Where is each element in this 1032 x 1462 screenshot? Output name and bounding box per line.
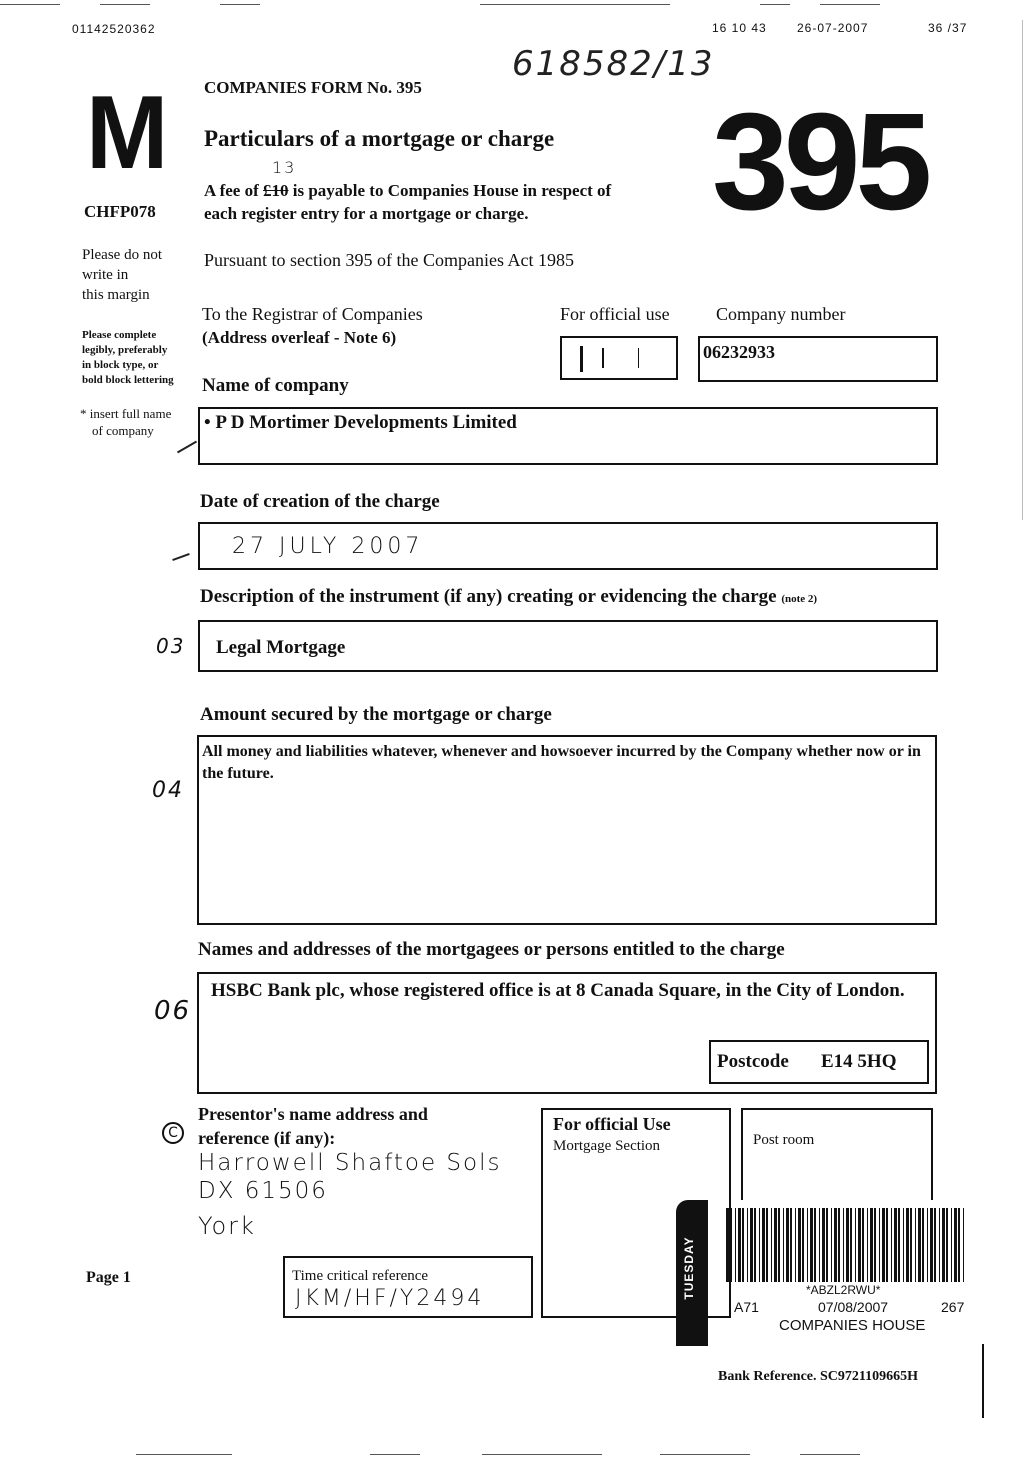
stamp-office: COMPANIES HOUSE	[779, 1317, 926, 1334]
bank-reference: Bank Reference. SC9721109665H	[718, 1369, 919, 1384]
presentor-line-1: Harrowell Shaftoe Sols	[198, 1150, 502, 1176]
fax-time: 16 10 43	[712, 21, 767, 35]
fee-suffix: is payable to Companies House in respect of	[292, 181, 612, 200]
postcode-value: E14 5HQ	[821, 1051, 897, 1072]
barcode-bar	[927, 1208, 928, 1282]
amount-margin-mark: 04	[152, 778, 184, 803]
company-name-value	[204, 412, 517, 434]
presentor-line-3: York	[198, 1212, 256, 1240]
margin-note-line: * insert full name	[80, 406, 172, 421]
barcode-bar	[807, 1208, 808, 1282]
registrar-label: To the Registrar of Companies	[202, 304, 423, 324]
barcode-bar	[954, 1208, 957, 1282]
instrument-label: Description of the instrument (if any) creating or evidencing the charge	[200, 586, 777, 607]
form-name: COMPANIES FORM No. 395	[204, 78, 422, 97]
stamp-number: 267	[941, 1299, 965, 1315]
barcode-bar	[802, 1208, 804, 1282]
barcode-bar	[958, 1208, 960, 1282]
barcode-bar	[951, 1208, 952, 1282]
company-name-text: P D Mortimer Developments Limited	[215, 412, 517, 433]
barcode-bar	[930, 1208, 933, 1282]
day-stamp-text: TUESDAY	[682, 1236, 696, 1300]
barcode-bar	[862, 1208, 864, 1282]
fee-struck: £10	[263, 181, 289, 200]
margin-note-line: write in	[82, 267, 129, 283]
margin-note-line: bold block lettering	[82, 374, 174, 386]
margin-note-line: this margin	[82, 287, 150, 303]
company-name-box[interactable]	[198, 407, 938, 465]
company-number-label: Company number	[716, 304, 846, 324]
fax-page: 36 /37	[928, 21, 968, 35]
barcode-bar	[798, 1208, 801, 1282]
official-use-title: For official Use	[553, 1114, 671, 1134]
form-letter: M	[86, 75, 163, 191]
barcode-bar	[910, 1208, 912, 1282]
barcode-bar	[850, 1208, 852, 1282]
barcode-bar	[915, 1208, 916, 1282]
footer-rule	[660, 1454, 750, 1455]
barcode-bar	[886, 1208, 888, 1282]
scan-edge	[1022, 20, 1023, 520]
mortgagees-box[interactable]	[197, 972, 937, 1094]
barcode-bar	[759, 1208, 760, 1282]
barcode-bar	[939, 1208, 940, 1282]
mortgagees-value: HSBC Bank plc, whose registered office is at 8 Canada Square, in the City of London.	[211, 980, 905, 1001]
barcode-bar	[963, 1208, 964, 1282]
barcode-bar	[786, 1208, 789, 1282]
time-critical-label: Time critical reference	[292, 1268, 429, 1284]
stamp-desk: A71	[734, 1299, 759, 1315]
fax-number: 01142520362	[72, 22, 156, 36]
official-use-label: For official use	[560, 304, 670, 324]
tick-mark	[580, 346, 583, 372]
mortgagees-label: Names and addresses of the mortgagees or persons entitled to the charge	[198, 939, 785, 960]
barcode-bar	[814, 1208, 816, 1282]
fee-annotation: 13	[272, 158, 297, 177]
barcode-bar	[795, 1208, 796, 1282]
postcode-label: Postcode	[717, 1051, 789, 1072]
barcode-bar	[774, 1208, 777, 1282]
barcode-bar	[855, 1208, 856, 1282]
tick-mark	[172, 553, 190, 561]
barcode-bar	[810, 1208, 813, 1282]
barcode-bar	[826, 1208, 828, 1282]
barcode-bar	[822, 1208, 825, 1282]
barcode-bar	[831, 1208, 832, 1282]
instrument-value: Legal Mortgage	[216, 637, 346, 658]
instrument-box[interactable]	[198, 620, 938, 672]
margin-note-line: of company	[92, 423, 154, 438]
instrument-label-row	[200, 586, 817, 608]
barcode-bar	[834, 1208, 837, 1282]
fax-date: 26-07-2007	[797, 21, 869, 35]
tick-mark	[602, 348, 604, 368]
barcode-text: *ABZL2RWU*	[806, 1283, 881, 1297]
barcode-bar	[843, 1208, 844, 1282]
form-number-large: 395	[712, 85, 928, 239]
margin-note-line: in block type, or	[82, 359, 159, 371]
amount-box[interactable]	[197, 735, 937, 925]
presentor-label-1: Presentor's name address and	[198, 1104, 428, 1124]
barcode-bar	[891, 1208, 892, 1282]
barcode-bar	[838, 1208, 840, 1282]
barcode-bar	[874, 1208, 876, 1282]
post-room-box[interactable]	[741, 1108, 933, 1200]
barcode-bar	[846, 1208, 849, 1282]
charge-date-box[interactable]	[198, 522, 938, 570]
fee-line-1	[204, 181, 611, 201]
official-use-box[interactable]	[560, 336, 678, 380]
instrument-note: (note 2)	[781, 593, 818, 605]
fee-prefix: A fee of	[204, 181, 259, 200]
barcode-bar	[942, 1208, 945, 1282]
barcode-bar	[906, 1208, 909, 1282]
presentor-line-2: DX 61506	[198, 1178, 328, 1204]
barcode-bar	[934, 1208, 936, 1282]
day-stamp-tab	[676, 1200, 708, 1346]
pursuant-text: Pursuant to section 395 of the Companies Act 1985	[204, 250, 574, 270]
header-rule	[820, 4, 880, 5]
barcode-bar	[879, 1208, 880, 1282]
amount-label: Amount secured by the mortgage or charge	[200, 704, 552, 725]
stamp-date: 07/08/2007	[818, 1299, 889, 1315]
barcode-bar	[750, 1208, 753, 1282]
postcode-box[interactable]	[709, 1040, 929, 1084]
time-critical-box[interactable]	[283, 1256, 533, 1318]
barcode-bar	[918, 1208, 921, 1282]
header-rule	[760, 4, 790, 5]
barcode-bar	[735, 1208, 736, 1282]
time-critical-value: JKM/HF/Y2494	[295, 1286, 485, 1311]
presentor-margin-mark: C	[162, 1122, 184, 1144]
mortgage-section-label: Mortgage Section	[553, 1138, 661, 1154]
company-number-value: 06232933	[703, 342, 775, 362]
barcode-bar	[754, 1208, 756, 1282]
margin-note-do-not-write	[82, 245, 162, 305]
footer-rule	[370, 1454, 420, 1455]
barcode-bar	[747, 1208, 748, 1282]
barcode-bar	[870, 1208, 873, 1282]
form-code: CHFP078	[84, 202, 156, 221]
header-rule	[0, 4, 60, 5]
company-number-box[interactable]	[698, 336, 938, 382]
barcode-bar	[903, 1208, 904, 1282]
barcode-bar	[778, 1208, 780, 1282]
barcode	[726, 1208, 968, 1282]
header-rule	[220, 4, 260, 5]
header-rule	[480, 4, 670, 5]
barcode-bar	[894, 1208, 897, 1282]
registrar-address-note: (Address overleaf - Note 6)	[202, 328, 397, 347]
charge-date-value: 27 JULY 2007	[232, 534, 424, 559]
amount-value: All money and liabilities whatever, whenever and howsoever incurred by the Company whether now or in the future.	[202, 743, 921, 782]
charge-date-label: Date of creation of the charge	[200, 491, 440, 512]
instrument-margin-mark: 03	[156, 634, 186, 658]
barcode-bar	[771, 1208, 772, 1282]
presentor-label-2: reference (if any):	[198, 1128, 336, 1148]
margin-note-complete-legibly	[82, 328, 174, 388]
barcode-bar	[726, 1208, 729, 1282]
barcode-bar	[790, 1208, 792, 1282]
tick-mark	[638, 348, 639, 368]
handwritten-reference: 618582/13	[512, 44, 715, 84]
barcode-bar	[738, 1208, 741, 1282]
footer-rule	[800, 1454, 860, 1455]
margin-note-line: Please do not	[82, 247, 162, 263]
fee-line-2: each register entry for a mortgage or charge.	[204, 204, 529, 223]
margin-note-insert-name	[80, 405, 171, 439]
company-name-label: Name of company	[202, 375, 349, 396]
margin-note-line: legibly, preferably	[82, 344, 168, 356]
page-number: Page 1	[86, 1269, 131, 1286]
barcode-bar	[730, 1208, 732, 1282]
barcode-bar	[783, 1208, 784, 1282]
barcode-bar	[762, 1208, 765, 1282]
barcode-bar	[766, 1208, 768, 1282]
mortgagees-margin-mark: 06	[154, 996, 192, 1026]
tick-mark	[177, 441, 197, 454]
edge-mark	[982, 1344, 984, 1418]
margin-note-line: Please complete	[82, 329, 157, 341]
barcode-bar	[898, 1208, 900, 1282]
barcode-bar	[882, 1208, 885, 1282]
barcode-bar	[867, 1208, 868, 1282]
footer-rule	[136, 1454, 232, 1455]
barcode-bar	[819, 1208, 820, 1282]
asterisk-marker: •	[204, 412, 216, 433]
barcode-bar	[742, 1208, 744, 1282]
barcode-bar	[858, 1208, 861, 1282]
header-rule	[100, 4, 150, 5]
post-room-label: Post room	[753, 1132, 815, 1148]
barcode-bar	[922, 1208, 924, 1282]
barcode-bar	[946, 1208, 948, 1282]
form-title: Particulars of a mortgage or charge	[204, 126, 555, 151]
footer-rule	[482, 1454, 602, 1455]
